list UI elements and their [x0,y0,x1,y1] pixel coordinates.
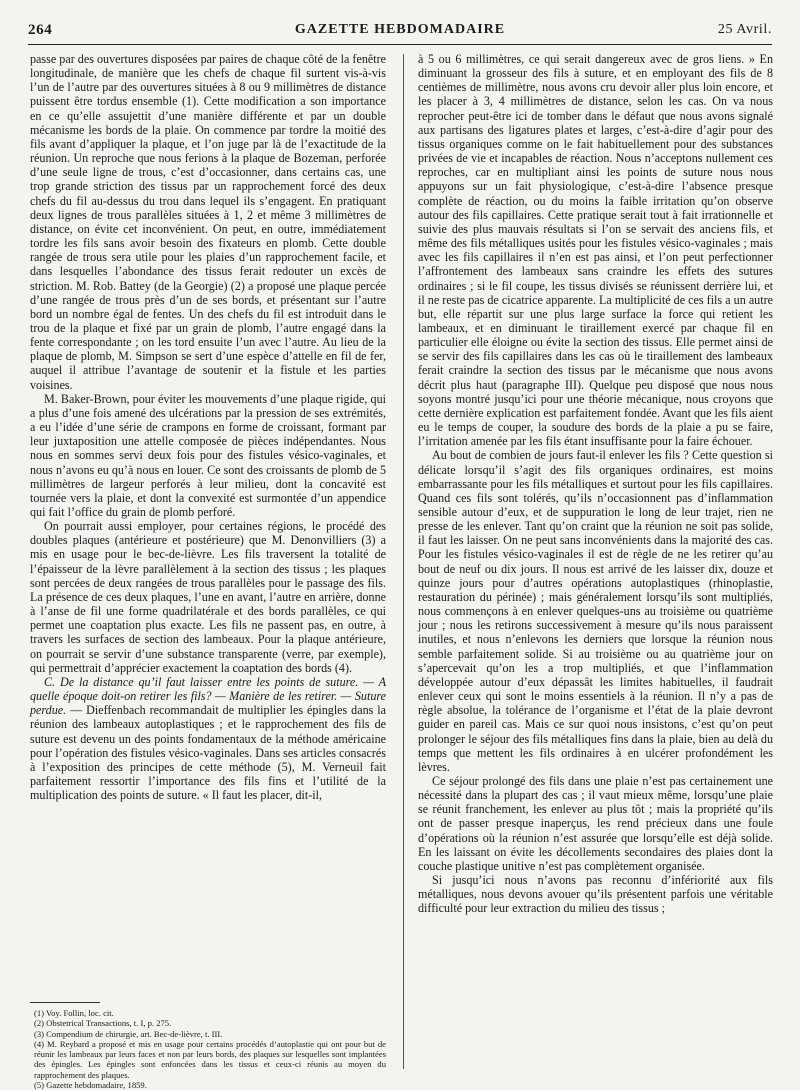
paragraph: Au bout de combien de jours faut-il enlever les fils ? Cette question si délicate lorsqu’il s’agit des fils organiques ordinaires, est moins embarrassante pour les fils métalliques et surtout pour les fils capillaires. Quand ces fils sont tolérés, qu’ils n’occasionnent pas d’inflammation sensible autour d’eux, et de suppuration le long de leur trajet, rien ne presse de les enlever. Tant qu’on craint que la réunion ne soit pas solide, il faut les laisser. On ne peut sans inconvénients dans la majorité des cas. Pour les fistules vésico-vaginales il est de règle de ne les retirer qu’au bout de neuf ou dix jours. Il nous est arrivé de les laisser dix, douze et quinze jours pour d’autres opérations autoplastiques (rhinoplastie, restauration du périnée) ; mais généralement lorsqu’ils sont multipliés, nous commençons à en enlever quelques-uns au troisième ou quatrième jour ; nous les retirons successivement à mesure qu’ils nous paraissent inutiles, et nous n’enlevons les derniers que lorsque la réunion nous semble parfaitement solide. Si au troisième ou au quatrième jour on s’apercevait qu’on les a trop multipliés, et que l’inflammation développée autour d’eux dépassât les limites habituelles, il faudrait enlever ceux qui sont le moins essentiels à la réunion. Il n’y a pas de règle absolue, la tolérance de l’organisme et l’état de la plaie devront guider en pareil cas. Mais ce sur quoi nous insistons, c’est qu’on peut prolonger le séjour des fils métalliques fins dans la plaie, bien au delà du temps que mettent les fils ordinaires à en ulcérer profondément les lèvres. [418,448,773,774]
paragraph: à 5 ou 6 millimètres, ce qui serait dangereux avec de gros liens. » En diminuant la grosseur des fils à suture, et en employant des fils de 8 centièmes de millimètre, nous avons cru devoir aller plus loin encore, et les placer à 3, 4 millimètres de distance, selon les cas. On va nous reprocher peut-être ici de tomber dans le défaut que nous avons signalé aux partisans des ligatures plates et larges, c’est-à-dire d’agir pour des tissus organiques comme on le fait habituellement pour des substances privées de vie et incapables de réaction. Nous n’acceptons nullement ces reproches, car en multipliant ainsi les points de suture nous nous appuyons sur un fait physiologique, c’est-à-dire l’absence presque complète de réaction, ou du moins la faible irritation qu’on observe autour des fils capillaires. Cette pratique serait tout à fait irrationnelle et suivie des plus mauvais résultats si l’on se servait des anciens fils, et même des fils métalliques usités pour les fistules vésico-vaginales ; mais avec les fils capillaires il n’en est pas ainsi, et l’on peut perfectionner l’affrontement des lambeaux sans craindre les effets des sutures ordinaires ; si le fil coupe, les tissus divisés se réunissent derrière lui, et il ne reste pas de cicatrice apparente. La multiplicité de ces fils a un autre but, elle répartit sur une plus large surface la force qui retient les lambeaux, et en diminuant le tiraillement exercé par chaque fil en particulier elle éloigne ou évite la section des tissus. Elle permet ainsi de se servir des fils capillaires dans les cas où le tiraillement des lambeaux ferait craindre la section des tissus par le mécanisme que nous avons décrit plus haut (paragraphe III). Quelque peu disposé que nous nous soyons montré jusqu’ici pour une théorie mécanique, nous croyons que cette dernière explication est parfaitement fondée. Avant que les fils aient eu le temps de couper, la soudure des bords de la plaie a pu se faire, l’irritation amenée par les fils étant insuffisante pour la faire échouer. [418,52,773,449]
section-paragraph [30,675,386,802]
header-rule [28,44,772,45]
footnotes [30,1008,386,1090]
paragraph: Ce séjour prolongé des fils dans une plaie n’est pas certainement une nécessité dans la plupart des cas ; il vaut mieux même, lorsqu’une plaie se réunit franchement, les enlever au plus tôt ; mais la propriété qu’ils ont de passer presque inaperçus, les rend précieux dans une foule d’opérations où la réunion n’est assurée que lorsqu’elle est déjà solide. En les laissant on évite les décollements secondaires des plaies dont la couche plastique unitive n’est pas complètement organisée. [418,773,773,873]
paragraph: Si jusqu’ici nous n’avons pas reconnu d’infériorité aux fils métalliques, nous devons avouer qu’ils présentent parfois une véritable difficulté pour leur extraction du milieu des tissus ; [418,873,773,916]
issue-date: 25 Avril. [717,22,772,37]
column-divider [403,54,404,1069]
footnote: (5) Gazette hebdomadaire, 1859. [34,1080,147,1090]
left-column [30,52,386,802]
footnote-rule [30,1002,100,1003]
page-number: 264 [28,22,53,38]
section-heading: C. De la distance qu’il faut laisser entre les points de suture. — A quelle époque doit-on retirer les fils? — Manière de les retirer. — Suture perdue. [30,674,386,718]
section-body: — Dieffenbach recommandait de multiplier les épingles dans la réunion des lambeaux autoplastiques ; et le rapprochement des fils de suture est devenu un des points fondamentaux de la méthode américaine pour l’opération des fistules vésico-vaginales. Dans ses articles consacrés à l’exposition des principes de cette méthode (5), M. Verneuil fait parfaitement ressortir l’importance des fils fins et l’utilité de la multiplication des points de suture. « Il faut les placer, dit-il, [30,703,386,803]
footnote: (4) M. Reybard a proposé et mis en usage pour certains procédés d’autoplastie qui ont pour but de réunir les lambeaux par leurs faces et non par leurs bords, des plaques sur lesquelles sont implantées des épingles. Les épingles sont enfoncées dans les tissus et ceux-ci réunis au moyen du rapprochement des plaques. [34,1038,386,1080]
paragraph: M. Baker-Brown, pour éviter les mouvements d’une plaque rigide, qui a plus d’une fois amené des ulcérations par la pression de ses extrémités, a eu l’idée d’une série de crampons en forme de croissant, formant par leur juxtaposition une attelle composée de pièces indépendantes. Nous nous en sommes servi deux fois pour des fistules vésico-vaginales, et nous n’avons eu qu’à nous en louer. Ce sont des croissants de plomb de 5 millimètres de largeur perforés à leur milieu, dont la concavité est tournée vers la plaie, et dont la convexité est surmontée d’un appendice qui fait l’office du grain de plomb perforé. [30,391,386,519]
footnote: (3) Compendium de chirurgie, art. Bec-de-lièvre, t. III. [34,1028,223,1039]
footnote: (1) Voy. Follin, loc. cit. [34,1008,114,1018]
page-header [28,22,772,42]
footnote: (2) Obstetrical Transactions, t. I, p. 275. [34,1018,172,1029]
paragraph: passe par des ouvertures disposées par paires de chaque côté de la fenêtre longitudinale, de manière que les chefs de chaque fil surtent vis-à-vis l’un de l’autre par des ouvertures situées à 8 ou 9 millimètres de distance puissent être tordus ensemble (1). Cette modification a son importance en ce qu’elle assujettit d’une manière différente et par un double mécanisme les bords de la plaie. On commence par tordre la moitié des fils avant d’appliquer la plaque, et l’on juge par là de l’exactitude de la réunion. Un reproche que nous ferions à la plaque de Bozeman, perforée d’une seule ligne de trous, c’est d’occasionner, dans certains cas, une trop grande striction des tissus par un rapprochement forcé des deux chefs du fil au-dessus du trou dans lequel ils s’engagent. En pratiquant deux lignes de trous parallèles situées à 1, 2 et même 3 millimètres de distance, on évite cet inconvénient. On peut, en outre, immédiatement tordre les fils sans avoir besoin des fixateurs en plomb. Cette double rangée de trous sera utile pour les plaies d’un rapprochement facile, et dans lesquelles l’abondance des tissus ferait redouter un excès de striction. M. Rob. Battey (de la Georgie) (2) a proposé une plaque percée d’une rangée de trous près d’un de ses bords, et présentant sur l’autre bord un nombre égal de fentes. Un des chefs du fil est introduit dans le trou de la plaque et fixé par un grain de plomb, l’autre engagé dans la fente correspondante ; on les tord ensuite l’un avec l’autre. Au lieu de la plaque de plomb, M. Simpson se sert d’une espèce d’attelle en fil de fer, auquel il attribue l’avantage de soutenir et la fistule et les parties voisines. [30,52,386,392]
journal-title: GAZETTE HEBDOMADAIRE [294,22,506,37]
paragraph: On pourrait aussi employer, pour certaines régions, le procédé des doubles plaques (antérieure et postérieure) que M. Denonvilliers (3) a mis en usage pour le bec-de-lièvre. Les fils traversent la totalité de l’épaisseur de la lèvre parallèlement à la section des tissus ; les plaques sont percées de deux rangées de trous parallèles pour le passage des fils. La présence de ces deux plaques, l’une en avant, l’autre en arrière, donne à l’anse de fil une forme quadrilatérale et des bords parallèles, ce qui permet une coaptation plus exacte. Les fils ne passent pas, en outre, à travers les surfaces de section des lambeaux. Pour la plaque antérieure, on pourrait se servir d’une substance transparente (verre, par exemple), qui permettrait d’apprécier exactement la coaptation des bords (4). [30,519,386,675]
right-column [418,52,773,916]
